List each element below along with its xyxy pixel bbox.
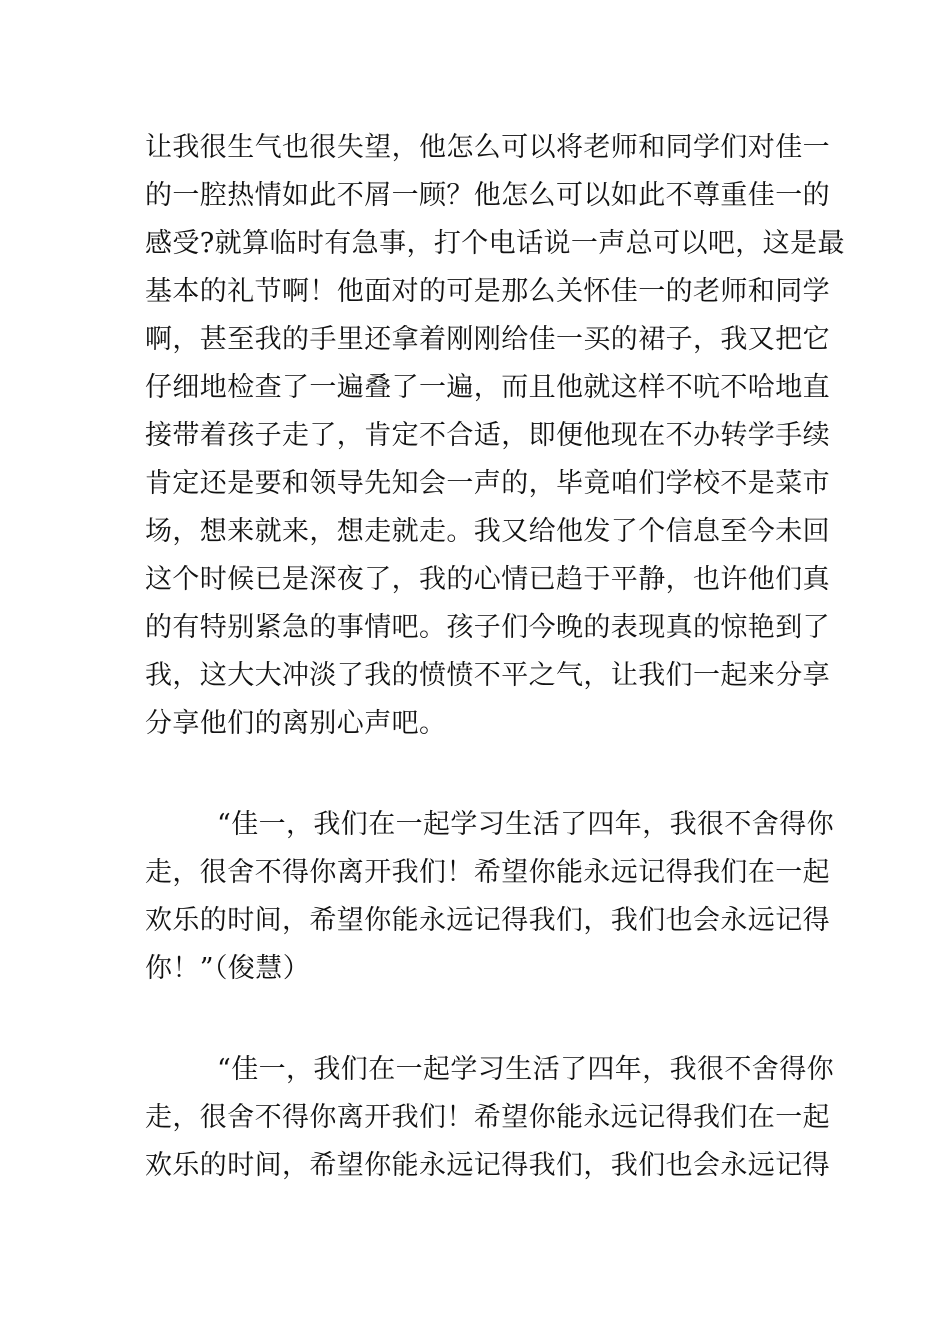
text-line: 欢乐的时间，希望你能永远记得我们，我们也会永远记得 — [145, 905, 830, 936]
text-line: 你！”（俊慧） — [145, 953, 311, 984]
paragraph-spacer — [145, 993, 809, 1046]
text-line: 接带着孩子走了，肯定不合适，即便他现在不办转学手续 — [145, 420, 830, 451]
paragraph-3 — [145, 1046, 835, 1190]
text-line: 这个时候已是深夜了，我的心情已趋于平静，也许他们真 — [145, 564, 830, 595]
text-line: 让我很生气也很失望，他怎么可以将老师和同学们对佳一 — [145, 132, 830, 163]
text-line: 走，很舍不得你离开我们！希望你能永远记得我们在一起 — [145, 857, 830, 888]
paragraph-spacer — [145, 748, 809, 801]
text-line: 欢乐的时间，希望你能永远记得我们，我们也会永远记得 — [145, 1150, 830, 1181]
text-line: 我，这大大冲淡了我的愤愤不平之气，让我们一起来分享 — [145, 660, 830, 691]
text-line: 的一腔热情如此不屑一顾？他怎么可以如此不尊重佳一的 — [145, 180, 830, 211]
text-line: “佳一，我们在一起学习生活了四年，我很不舍得你 — [217, 809, 835, 840]
text-line: 的有特别紧急的事情吧。孩子们今晚的表现真的惊艳到了 — [145, 612, 830, 643]
text-line: 分享他们的离别心声吧。 — [145, 708, 447, 739]
text-line: “佳一，我们在一起学习生活了四年，我很不舍得你 — [217, 1054, 835, 1085]
paragraph-2 — [145, 801, 835, 993]
text-line: 场，想来就来，想走就走。我又给他发了个信息至今未回 — [145, 516, 830, 547]
text-line: 仔细地检查了一遍叠了一遍，而且他就这样不吭不哈地直 — [145, 372, 830, 403]
text-line: 走，很舍不得你离开我们！希望你能永远记得我们在一起 — [145, 1102, 830, 1133]
text-line: 啊，甚至我的手里还拿着刚刚给佳一买的裙子，我又把它 — [145, 324, 830, 355]
text-line: 肯定还是要和领导先知会一声的，毕竟咱们学校不是菜市 — [145, 468, 830, 499]
document-page — [145, 124, 845, 1190]
text-line: 基本的礼节啊！他面对的可是那么关怀佳一的老师和同学 — [145, 276, 830, 307]
text-line: 感受?就算临时有急事，打个电话说一声总可以吧，这是最 — [145, 228, 845, 259]
paragraph-1 — [145, 124, 845, 748]
